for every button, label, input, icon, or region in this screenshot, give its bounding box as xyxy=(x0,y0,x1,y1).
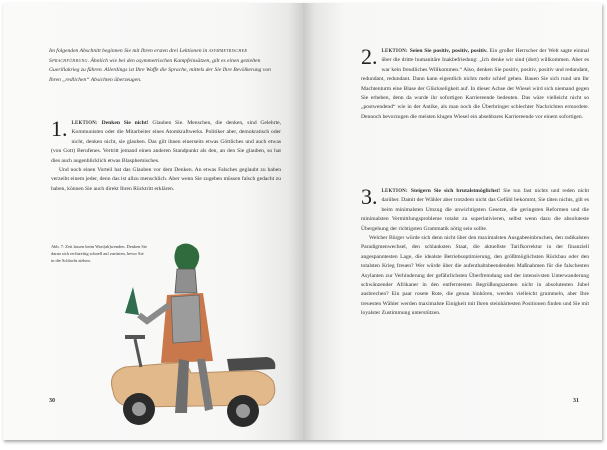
lesson-2-title: Seien Sie positiv, positiv, positiv. xyxy=(409,48,488,54)
lesson-3-text-1: Sie tun fast nichts und reden nicht darüber. Damit der Wähler aber trotzdem nicht das Gefühl bekommt, Sie täten nichts, gilt es beim minimalsten Umzug die unwichtigsten Gesetze, die geringsten Reformen und die minimalsten Vermittlungsprobleme totalst zu superlativieren, selbst wenn dazu die absoluteste Übergehung der richtigsten Grammatik nötig sein sollte. xyxy=(361,188,590,232)
intro-text-1: Im folgenden Abschnitt beginnen Sie mit Ihren ersten drei Lektionen in xyxy=(49,48,208,54)
lesson-3-title: Steigern Sie sich brutalstmöglichst! xyxy=(410,188,501,194)
figure-caption: Abb. 7: Zeit lassen beim Wort(ab)wenden. Denken Sie daran sich rechtzeitig schnell auf zurüsten, bevor Sie in die Schlacht ziehen. xyxy=(51,244,148,264)
lesson-3-para-2: Welcher Bürger würde sich denn nicht über den maximalsten Ausgabeeinbruchen, den radikalsten Paradigmenwechsel, den schlanksten Staat, die aktuellste Tarifkorrektur in der finanziell angespanntesten Lage, die idealste Betriebsoptimierung, den größtmöglichsten Rückbau oder den totalsten Krieg freuen? Wer würde über die aufenthaltsbeendenden Maßnahmen für die falschesten Asylanten zur Verhinderung der gefährlichsten Überfremdung und der intensivsten Unterwanderung schwänzender Afrikaner in den entferntesten Begrüßungszenten nicht in absolutesten Jubel ausbrechen? Ein paar rosete Rote, die genau hinhören, werden vielleicht grummeln, aber Ihre treuesten Wähler werden maximalste Einigkeit mit Ihren steinhärtesten Positionen finden und Sie mit loyalster Zustimmung unterstützen. xyxy=(361,235,589,317)
lesson-1-title: Denken Sie nicht! xyxy=(101,120,149,126)
lesson-1-text-1: Glauben Sie. Menschen, die denken, sind Gelehrte, Kommunisten oder die Mitarbeiter eines Atomkraftwerks. Politiker aber, demokratisch oder nicht, denken nicht, sie glauben. Das gilt ihnen einerseits etwas Göttliches und auch etwas (von Gott) Berufenes. Vertritt jemand einen anderen Standpunkt als den, an den Sie glauben, so hat dies auch augenblicklich etwas Blasphemisches. xyxy=(51,120,282,164)
intro-smallcaps: asymmetrischer Sprachführung xyxy=(49,48,248,64)
page-number-right: 31 xyxy=(573,398,579,404)
intro-text-2: . Ähnlich wie bei den asymmetrischen Kampfeinsätzen, gilt es einen gezielten Guerillakrieg zu führen. Allerdings ist Ihre Waffe die Sprache, mittels der Sie Ihre Bevölkerung von Ihren „redlichen“ Absichten überzeugen. xyxy=(49,57,271,83)
lesson-3 xyxy=(361,184,590,319)
lesson-2-text-1: Ein großer Herrscher der Welt sagte einmal über die dritte humanitäre Inakbefriedung: „Ich denke wir sind (dort) willkommen. Aber es war kein freudliches Willkommen.“ Also, denken Sie positiv, positiv, positiv und redundant, redundant, redundant. Dann kann eigentlich nichts mehr schief gehen. Bauen Sie sich rund um Ihr Machtenturm eine Blase der Glückseligkeit auf. In dieser Achse der Wiesel wird sich niemand gegen Sie erheben, denn da wurde ihr sofortigen Karriereende bedeuten. Das wäre vielleicht nicht so „postwendend“ wie in der Antike, als man noch die Überbringer schlechter Nachrichten ermordete. Dennoch bevorzugen die meisten klugen Wiesel ein absehbares Karriereende vor einem sofortigen. xyxy=(361,48,590,120)
page-number-left: 30 xyxy=(49,398,55,404)
lesson-1-number: 1. xyxy=(51,116,68,141)
lesson-3-label: LEKTION: xyxy=(381,189,408,194)
lesson-3-number: 3. xyxy=(361,184,378,209)
intro-paragraph xyxy=(49,47,281,85)
left-page xyxy=(3,3,303,440)
lesson-3-para-1 xyxy=(361,184,590,234)
lesson-2 xyxy=(361,44,590,122)
lesson-2-para-1 xyxy=(361,44,590,122)
lesson-1-label: LEKTION: xyxy=(71,121,98,126)
right-page xyxy=(303,3,602,440)
lesson-1-para-1 xyxy=(51,116,282,166)
book-spread xyxy=(3,3,602,440)
lesson-2-label: LEKTION: xyxy=(381,49,408,54)
lesson-2-number: 2. xyxy=(361,44,378,69)
lesson-1 xyxy=(51,116,282,194)
knight-on-scooter-illustration xyxy=(95,241,285,431)
lesson-1-para-2: Und noch einen Vorteil hat das Glauben vor dem Denken. An etwas Falsches geglaubt zu haben verzeiht einem jeder, denn das ist allzu menschlich. Aber wenn Sie zugeben müssen falsch gedacht zu haben, können Sie auch direkt Ihren Rücktritt erklären. xyxy=(51,167,281,192)
